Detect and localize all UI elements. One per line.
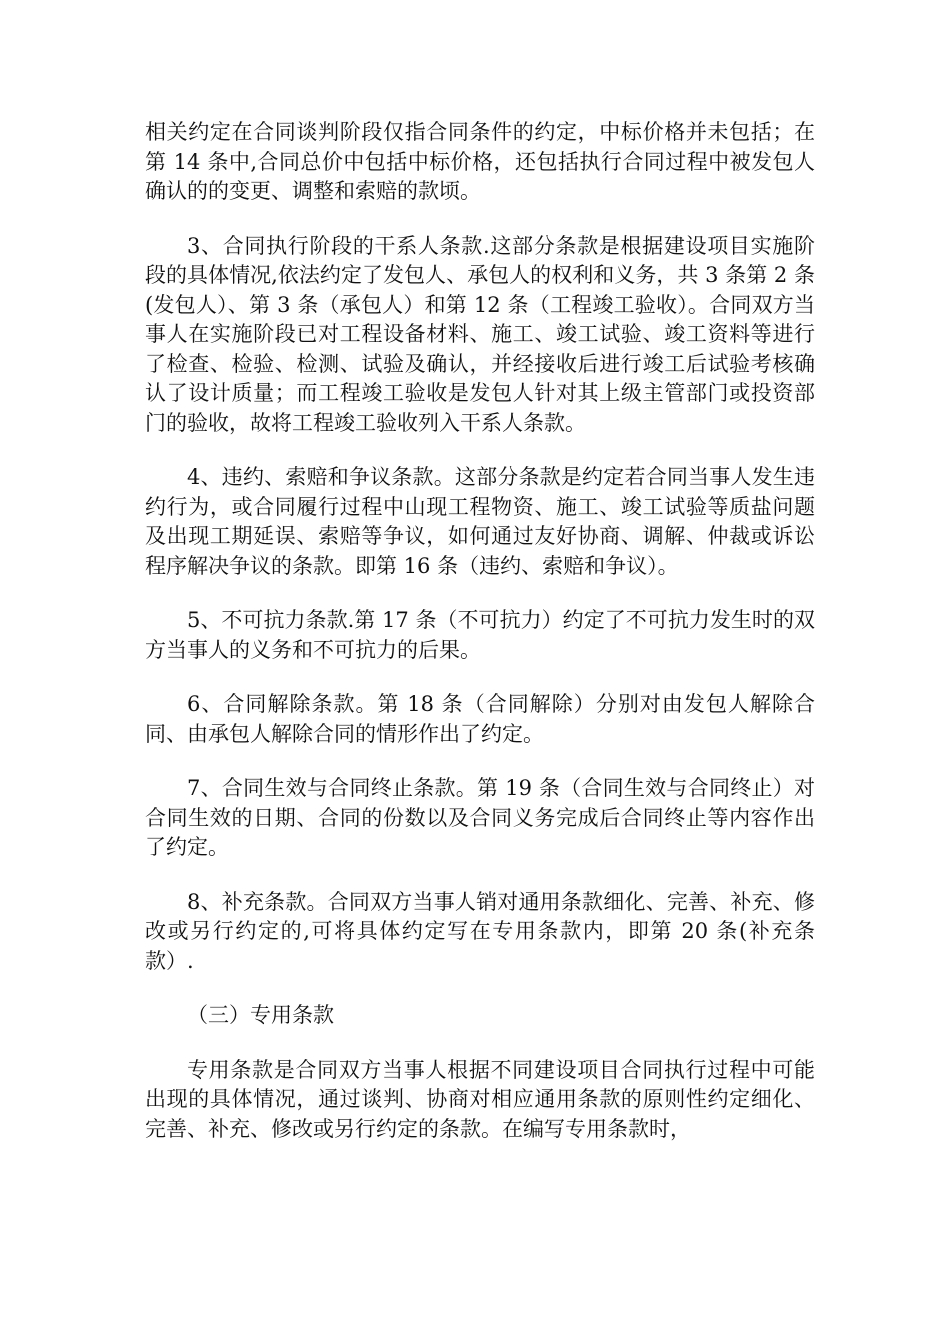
paragraph-breach-clauses: 4、违约、索赔和争议条款。这部分条款是约定若合同当事人发生违约行为，或合同履行过程中山现工程物资、施工、竣工试验等质盐问题及出现工期延误、索赔等争议，如何通过友好协商、调解、仲裁或诉讼程序解决争议的条款。即第 16 条（违约、索赔和争议）。: [145, 465, 815, 578]
paragraph-force-majeure: 5、不可抗力条款.第 17 条（不可抗力）约定了不可抗力发生时的双方当事人的义务和不可抗力的后果。: [145, 608, 815, 662]
paragraph-effectiveness: 7、合同生效与合同终止条款。第 19 条（合同生效与合同终止）对合同生效的日期、合同的份数以及合同义务完成后合同终止等内容作出了约定。: [145, 776, 815, 859]
section-heading-special-clauses: （三）专用条款: [187, 1003, 334, 1027]
paragraph-termination: 6、合同解除条款。第 18 条（合同解除）分别对由发包人解除合同、由承包人解除合同的情形作出了约定。: [145, 692, 815, 746]
document-body: [145, 118, 815, 1169]
paragraph-special-clauses: 专用条款是合同双方当事人根据不同建设项目合同执行过程中可能出现的具体情况，通过谈判、协商对相应通用条款的原则性约定细化、完善、补充、修改或另行约定的条款。在编写专用条款时，: [145, 1057, 815, 1141]
paragraph-supplementary: 8、补充条款。合同双方当事人销对通用条款细化、完善、补充、修改或另行约定的,可将具体约定写在专用条款内，即第 20 条(补充条款）.: [145, 889, 815, 973]
paragraph-stakeholder-clauses: 3、合同执行阶段的干系人条款.这部分条款是根据建设项目实施阶段的具体情况,依法约定了发包人、承包人的权利和义务，共 3 条第 2 条(发包人）、第 3 条（承包人）和第 12 条（工程竣工验收）。合同双方当事人在实施阶段已对工程设备材料、施工、竣工试验、竣工资料等进行了检查、检验、检测、试验及确认，并经接收后进行竣工后试验考核确认了设计质量；而工程竣工验收是发包人针对其上级主管部门或投资部门的验收，故将工程竣工验收列入干系人条款。: [145, 233, 815, 435]
paragraph-contract-price: 相关约定在合同谈判阶段仅指合同条件的约定，中标价格并未包括；在第 14 条中,合同总价中包括中标价格，还包括执行合同过程中被发包人确认的的变更、调整和索赔的款顷。: [145, 120, 815, 203]
